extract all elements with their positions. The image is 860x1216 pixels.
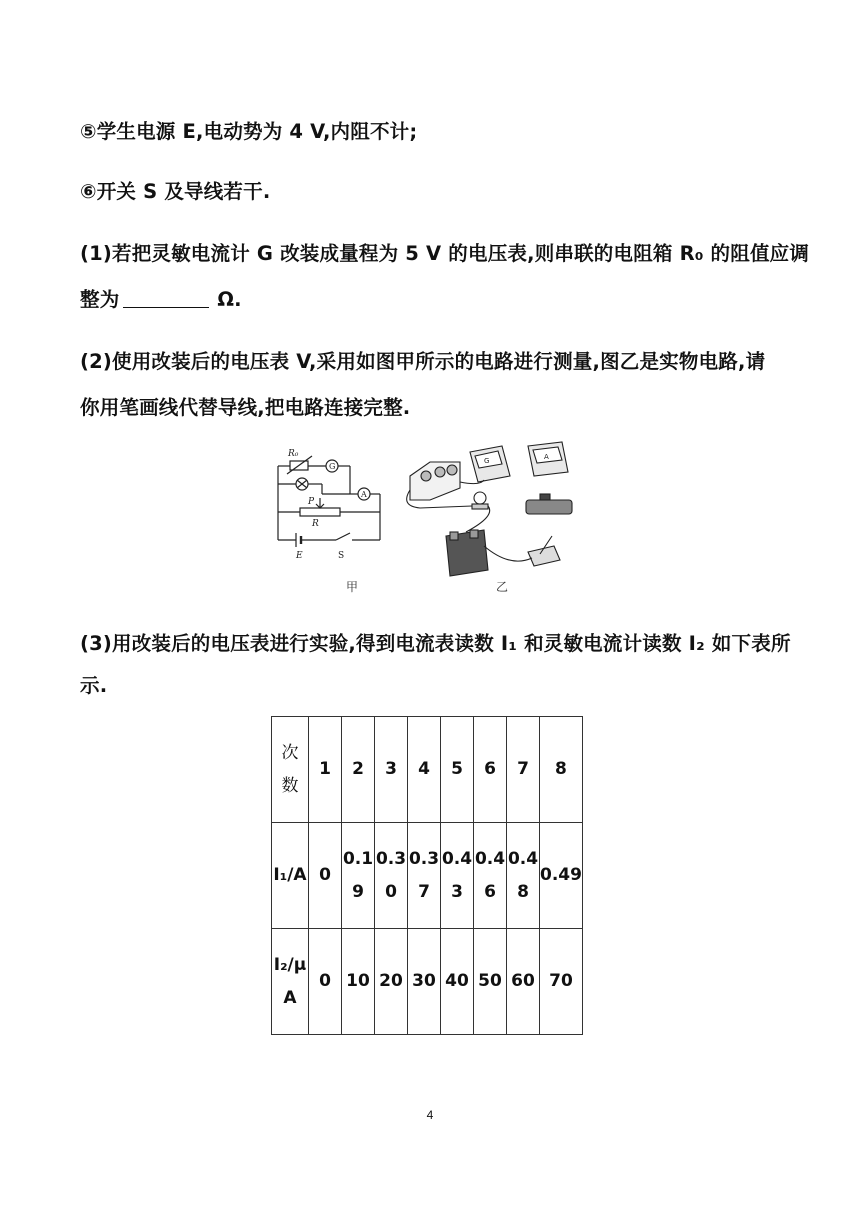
label-r: R	[312, 519, 319, 529]
table-cell: 40	[441, 929, 474, 1035]
table-cell: 4	[408, 717, 441, 823]
table-row-i2	[272, 929, 583, 1035]
table-cell: 0	[309, 929, 342, 1035]
table-cell: 0.4 6	[474, 823, 507, 929]
table-cell: 0	[309, 823, 342, 929]
table-cell: 60	[507, 929, 540, 1035]
table-cell: 0.4 8	[507, 823, 540, 929]
label-p: P	[308, 497, 315, 507]
table-cell: 1	[309, 717, 342, 823]
item-6-switch: ⑥开关 S 及导线若干.	[80, 180, 271, 203]
label-s: S	[338, 551, 345, 561]
figure-label-jia: 甲	[346, 580, 359, 594]
label-e: E	[296, 551, 303, 561]
table-cell: 70	[540, 929, 583, 1035]
label-r0: R₀	[288, 449, 299, 459]
svg-text:G: G	[484, 457, 490, 465]
circuit-diagrams-svg	[270, 436, 590, 596]
question-1-line-2	[80, 284, 242, 312]
figure-label-yi: 乙	[496, 580, 509, 594]
answer-blank	[123, 289, 209, 308]
table-row-label: I₂/μ A	[272, 929, 309, 1035]
page-number: 4	[426, 1108, 434, 1122]
svg-text:A: A	[544, 453, 549, 461]
label-a: A	[361, 490, 367, 499]
table-cell: 20	[375, 929, 408, 1035]
table-cell: 30	[408, 929, 441, 1035]
table-cell: 3	[375, 717, 408, 823]
table-row-header	[272, 717, 583, 823]
q1-unit: Ω.	[217, 288, 242, 311]
table-cell: 次 数	[272, 717, 309, 823]
table-row-i1	[272, 823, 583, 929]
question-2-line-2: 你用笔画线代替导线,把电路连接完整.	[80, 396, 411, 419]
table-cell: 0.3 0	[375, 823, 408, 929]
table-cell: 2	[342, 717, 375, 823]
table-cell: 5	[441, 717, 474, 823]
table-cell: 0.3 7	[408, 823, 441, 929]
question-3-line-1: (3)用改装后的电压表进行实验,得到电流表读数 I₁ 和灵敏电流计读数 I₂ 如下表所	[80, 632, 791, 655]
label-g: G	[329, 462, 336, 471]
table-cell: 6	[474, 717, 507, 823]
physical-circuit-yi	[407, 442, 572, 576]
question-1-line-1: (1)若把灵敏电流计 G 改装成量程为 5 V 的电压表,则串联的电阻箱 R₀ 的阻值应调	[80, 242, 810, 265]
table-row-label: I₁/A	[272, 823, 309, 929]
item-5-power-supply: ⑤学生电源 E,电动势为 4 V,内阻不计;	[80, 120, 418, 143]
table-cell: 8	[540, 717, 583, 823]
question-2-line-1: (2)使用改装后的电压表 V,采用如图甲所示的电路进行测量,图乙是实物电路,请	[80, 350, 766, 373]
table-cell: 10	[342, 929, 375, 1035]
table-cell: 0.1 9	[342, 823, 375, 929]
data-table	[271, 716, 583, 1035]
table-cell: 50	[474, 929, 507, 1035]
table-cell: 0.4 3	[441, 823, 474, 929]
table-cell: 7	[507, 717, 540, 823]
q1-prefix: 整为	[80, 288, 120, 311]
question-3-line-2: 示.	[80, 674, 108, 697]
circuit-figure	[270, 436, 590, 596]
table-cell: 0.49	[540, 823, 583, 929]
